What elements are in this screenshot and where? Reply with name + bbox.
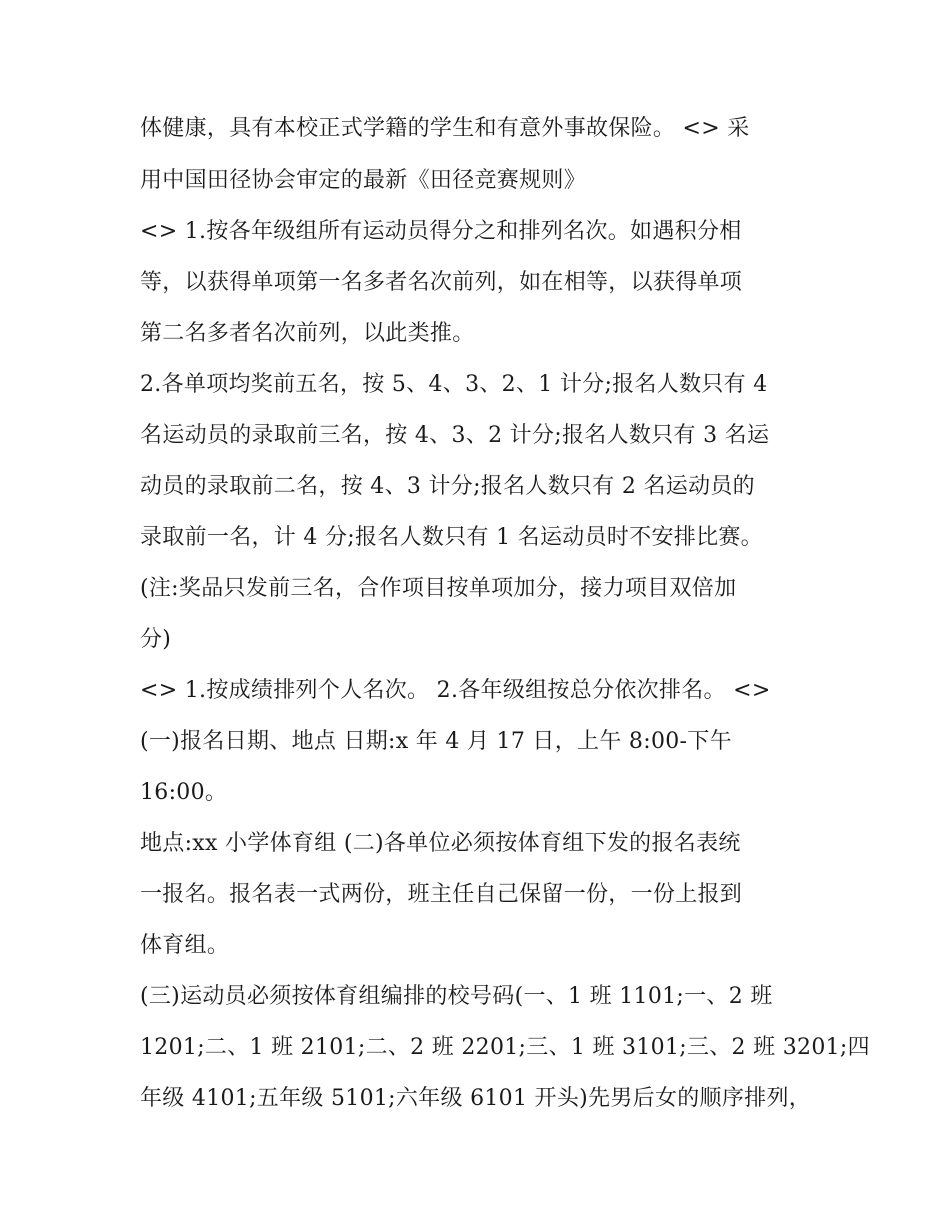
text-line: 第二名多者名次前列，以此类推。 [140,321,475,346]
text-line: 分) [140,627,172,652]
text-line: 年级 4101;五年级 5101;六年级 6101 开头)先男后女的顺序排列， [140,1086,812,1111]
text-line: 录取前一名，计 4 分;报名人数只有 1 名运动员时不安排比赛。 [140,525,763,550]
text-line: 2.各单项均奖前五名，按 5、4、3、2、1 计分;报名人数只有 4 [140,372,768,397]
text-line: 用中国田径协会审定的最新《田径竞赛规则》 [140,168,587,193]
text-line: (一)报名日期、地点 日期:x 年 4 月 17 日，上午 8:00-下午 [140,729,732,754]
text-line: 16:00。 [140,780,228,805]
text-line: 等，以获得单项第一名多者名次前列，如在相等，以获得单项 [140,270,743,295]
text-line: 一报名。报名表一式两份，班主任自己保留一份，一份上报到 [140,882,743,907]
text-line: <> 1.按成绩排列个人名次。 2.各年级组按总分依次排名。 <> [140,678,771,703]
text-line: 体育组。 [140,933,230,958]
text-line: (三)运动员必须按体育组编排的校号码(一、1 班 1101;一、2 班 [140,984,773,1009]
text-line: 体健康，具有本校正式学籍的学生和有意外事故保险。 <> 采 [140,116,750,141]
text-line: 地点:xx 小学体育组 (二)各单位必须按体育组下发的报名表统 [140,831,741,856]
text-line: 1201;二、1 班 2101;二、2 班 2201;三、1 班 3101;三、2 班 3201;四 [140,1035,870,1060]
text-line: (注:奖品只发前三名，合作项目按单项加分，接力项目双倍加 [140,576,737,601]
text-line: 动员的录取前二名，按 4、3 计分;报名人数只有 2 名运动员的 [140,474,755,499]
text-line: 名运动员的录取前三名，按 4、3、2 计分;报名人数只有 3 名运 [140,423,770,448]
text-line: <> 1.按各年级组所有运动员得分之和排列名次。如遇积分相 [140,219,742,244]
